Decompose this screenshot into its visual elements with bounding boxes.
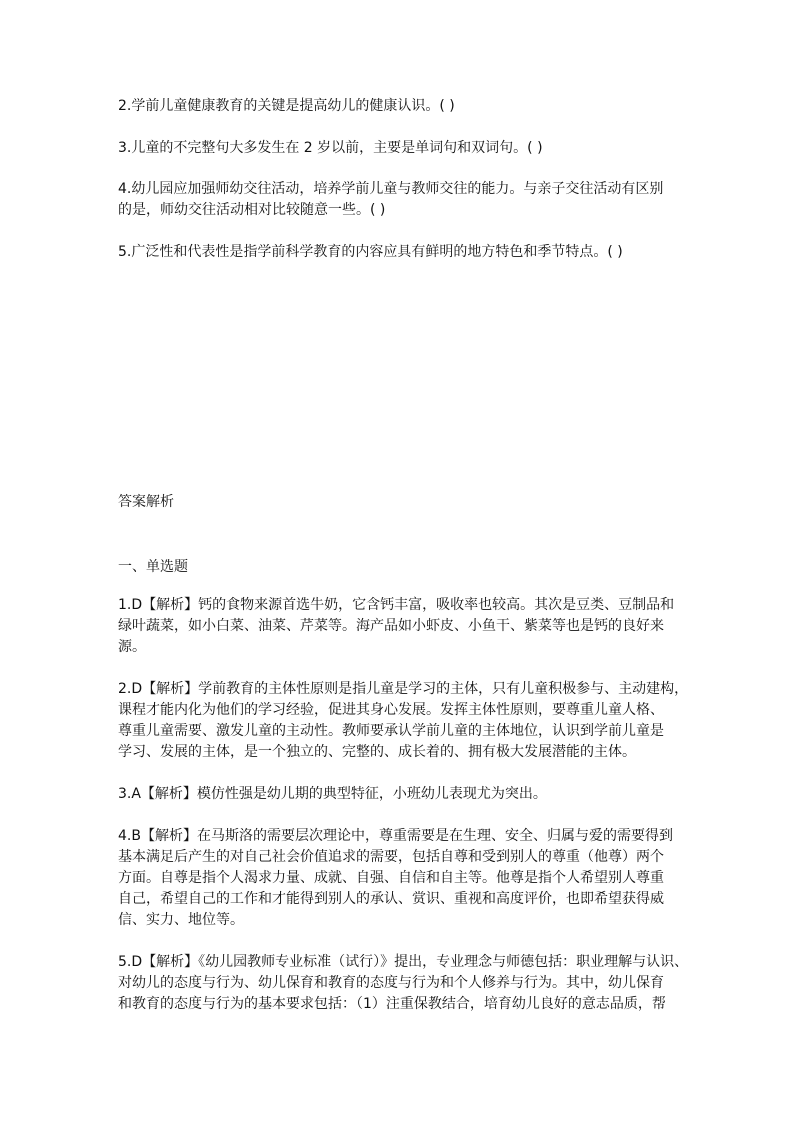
text-line: 4.B【解析】在马斯洛的需要层次理论中，尊重需要是在生理、安全、归属与爱的需要得到 — [118, 828, 673, 844]
text-line: 3.儿童的不完整句大多发生在 2 岁以前，主要是单词句和双词句。( ) — [118, 140, 543, 156]
question-3 — [118, 138, 698, 159]
section-title — [118, 557, 698, 578]
text-line: 源。 — [118, 639, 146, 655]
text-line: 的是，师幼交往活动相对比较随意一些。( ) — [118, 202, 386, 218]
text-line: 自己，希望自己的工作和才能得到别人的承认、赏识、重视和高度评价，也即希望获得威 — [118, 891, 664, 907]
heading: 答案解析 — [118, 494, 174, 510]
answer-title — [118, 492, 698, 513]
answer-3 — [118, 784, 698, 805]
text-line: 5.广泛性和代表性是指学前科学教育的内容应具有鲜明的地方特色和季节特点。( ) — [118, 244, 623, 260]
question-4 — [118, 179, 698, 221]
answer-1 — [118, 595, 698, 658]
text-line: 3.A【解析】模仿性强是幼儿期的典型特征，小班幼儿表现尤为突出。 — [118, 786, 547, 802]
text-line: 和教育的态度与行为的基本要求包括：（1）注重保教结合，培育幼儿良好的意志品质，帮 — [118, 996, 666, 1012]
text-line: 方面。自尊是指个人渴求力量、成就、自强、自信和自主等。他尊是指个人希望别人尊重 — [118, 870, 664, 886]
text-line: 信、实力、地位等。 — [118, 912, 244, 928]
text-line: 5.D【解析】《幼儿园教师专业标准（试行）》提出，专业理念与师德包括：职业理解与认识、 — [118, 954, 689, 970]
text-line: 2.学前儿童健康教育的关键是提高幼儿的健康认识。( ) — [118, 98, 455, 114]
answer-4 — [118, 826, 698, 931]
answer-2 — [118, 679, 698, 763]
text-line: 尊重儿童需要、激发儿童的主动性。教师要承认学前儿童的主体地位，认识到学前儿童是 — [118, 723, 664, 739]
text-line: 对幼儿的态度与行为、幼儿保育和教育的态度与行为和个人修养与行为。其中，幼儿保育 — [118, 975, 664, 991]
text-line: 4.幼儿园应加强师幼交往活动，培养学前儿童与教师交往的能力。与亲子交往活动有区别 — [118, 181, 664, 197]
text-line: 基本满足后产生的对自己社会价值追求的需要，包括自尊和受到别人的尊重（他尊）两个 — [118, 849, 664, 865]
text-line: 学习、发展的主体，是一个独立的、完整的、成长着的、拥有极大发展潜能的主体。 — [118, 744, 636, 760]
question-2 — [118, 96, 698, 117]
text-line: 绿叶蔬菜，如小白菜、油菜、芹菜等。海产品如小虾皮、小鱼干、紫菜等也是钙的良好来 — [118, 618, 664, 634]
answer-5 — [118, 952, 698, 1015]
heading: 一、单选题 — [118, 559, 188, 575]
text-line: 课程才能内化为他们的学习经验，促进其身心发展。发挥主体性原则，要尊重儿童人格、 — [118, 702, 664, 718]
text-line: 1.D【解析】钙的食物来源首选牛奶，它含钙丰富，吸收率也较高。其次是豆类、豆制品和 — [118, 597, 675, 613]
text-line: 2.D【解析】学前教育的主体性原则是指儿童是学习的主体，只有儿童积极参与、主动建构， — [118, 681, 689, 697]
question-5 — [118, 242, 698, 263]
